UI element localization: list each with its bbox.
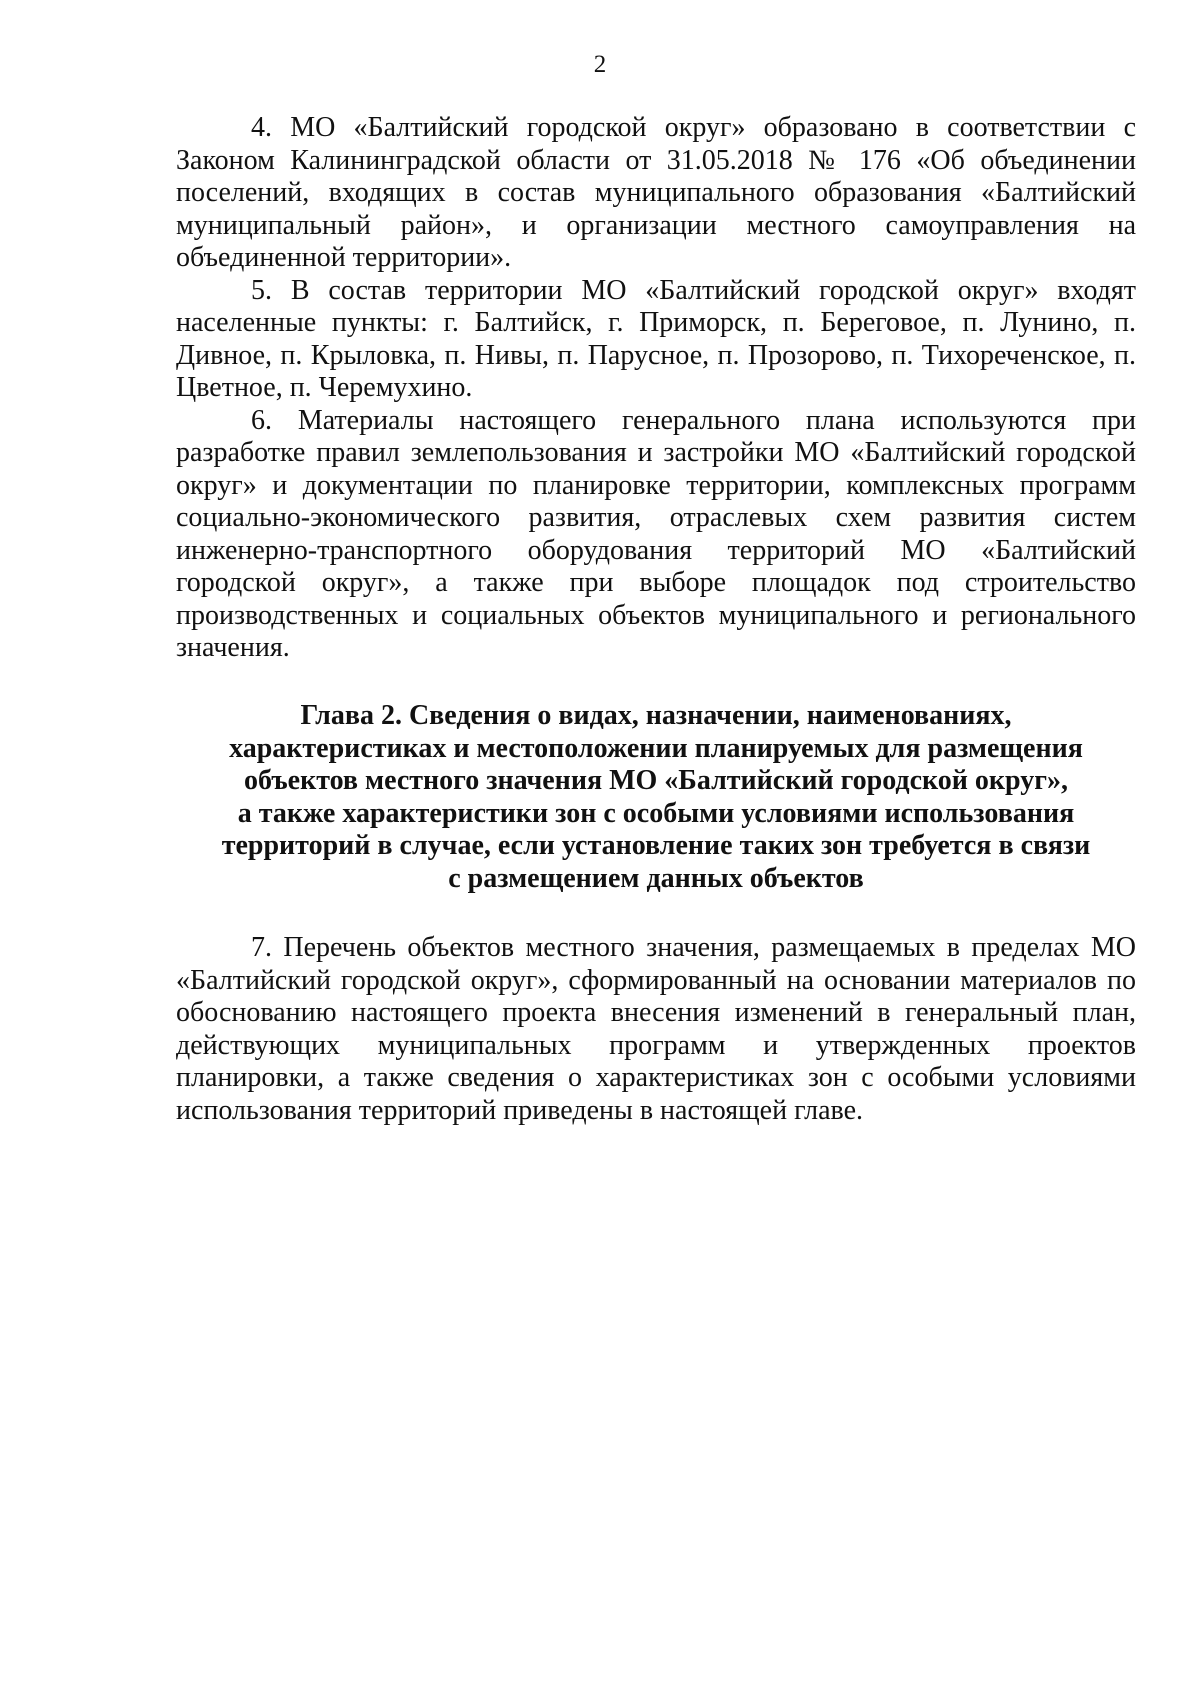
body-text-bottom <box>176 932 1136 1127</box>
chapter-heading <box>176 700 1136 895</box>
body-text-top <box>176 112 1136 665</box>
chapter-heading-line: а также характеристики зон с особыми условиями использования <box>237 797 1075 829</box>
chapter-heading-line: объектов местного значения МО «Балтийский городской округ», <box>244 765 1068 796</box>
paragraph-item-7: 7. Перечень объектов местного значения, размещаемых в пределах МО «Балтийский городской округ», сформированный на основании материалов по обоснованию настоящего проекта внесения изменений в генеральный план, действующих муниципальных программ и утвержденных проектов планировки, а также сведения о характеристиках зон с особыми условиями использования территорий приведены в настоящей главе. <box>176 932 1136 1126</box>
chapter-heading-line: территорий в случае, если установление таких зон требуется в связи <box>221 830 1091 861</box>
paragraph-item-4: 4. МО «Балтийский городской округ» образовано в соответствии с Законом Калининградской области от 31.05.2018 № 176 «Об объединении поселений, входящих в состав муниципального образования «Балтийский муниципальный район», и организации местного самоуправления на объединенной территории». <box>176 112 1136 273</box>
chapter-heading-line: Глава 2. Сведения о видах, назначении, наименованиях, <box>300 700 1012 731</box>
paragraph-item-6: 6. Материалы настоящего генерального плана используются при разработке правил землепользования и застройки МО «Балтийский городской округ» и документации по планировке территории, комплексных программ социально-экономического развития, отраслевых схем развития систем инженерно-транспортного оборудования территорий МО «Балтийский городской округ», а также при выборе площадок под строительство производственных и социальных объектов муниципального и регионального значения. <box>176 404 1136 663</box>
chapter-heading-line: с размещением данных объектов <box>448 862 864 894</box>
chapter-heading-line: характеристиках и местоположении планируемых для размещения <box>229 732 1083 764</box>
page-number: 2 <box>593 51 607 78</box>
paragraph-item-5: 5. В состав территории МО «Балтийский городской округ» входят населенные пункты: г. Балтийск, г. Приморск, п. Береговое, п. Лунино, п. Дивное, п. Крыловка, п. Нивы, п. Парусное, п. Прозорово, п. Тихореченское, п. Цветное, п. Черемухино. <box>176 274 1136 403</box>
